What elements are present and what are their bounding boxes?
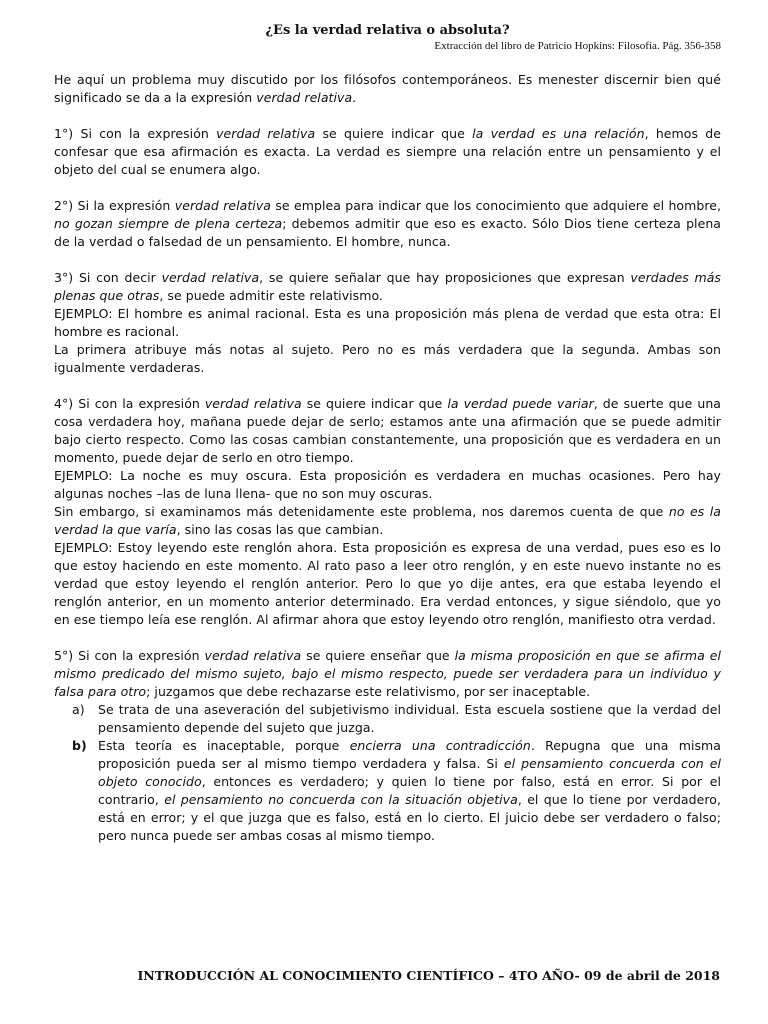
point-5-paragraph: 5°) Si con la expresión verdad relativa se quiere enseñar que la misma proposición en que se afirma el mismo predicado del mismo sujeto, bajo el mismo respecto, puede ser verdadera para un individuo y falsa para otro; juzgamos que debe rechazarse este relativismo, por ser inaceptable.	[54, 648, 722, 699]
point-5-list	[54, 701, 721, 845]
page-title: ¿Es la verdad relativa o absoluta?	[265, 23, 510, 38]
list-item: a) Se trata de una aseveración del subjetivismo individual. Esta escuela sostiene que la verdad del pensamiento depende del sujeto que juzga.	[72, 702, 721, 735]
point-4-example-2: EJEMPLO: Estoy leyendo este renglón ahora. Esta proposición es expresa de una verdad, pues eso es lo que estoy haciendo en este momento. Al rato paso a leer otro renglón, y en este nuevo instante no es verdad que estoy leyendo el renglón anterior. Pero lo que yo dije antes, era que estaba leyendo el renglón anterior, en un momento anterior determinado. Era verdad entonces, y sigue siéndolo, que yo en ese tiempo leía ese renglón. Al afirmar ahora que estoy leyendo otro renglón, manifiesto otra verdad.	[54, 540, 721, 627]
point-1-paragraph: 1°) Si con la expresión verdad relativa se quiere indicar que la verdad es una relación, hemos de confesar que esa afirmación es exacta. La verdad es siempre una relación entre un pensamiento y el objeto del cual se enumera algo.	[54, 126, 721, 177]
page-footer: INTRODUCCIÓN AL CONOCIMIENTO CIENTÍFICO – 4TO AÑO- 09 de abril de 2018	[137, 968, 720, 983]
point-3-example: EJEMPLO: El hombre es animal racional. Esta es una proposición más plena de verdad que esta otra: El hombre es racional.	[54, 306, 721, 339]
list-item: b) Esta teoría es inaceptable, porque encierra una contradicción. Repugna que una misma proposición pueda ser al mismo tiempo verdadera y falsa. Si el pensamiento concuerda con el objeto conocido, entonces es verdadero; y quien lo tiene por falso, está en error. Si por el contrario, el pensamiento no concuerda con la situación objetiva, el que lo tiene por verdadero, está en error; y el que juzga que es falso, está en lo cierto. El juicio debe ser verdadero o falso; pero nunca puede ser ambas cosas al mismo tiempo.	[72, 738, 722, 843]
list-marker: a)	[72, 702, 85, 717]
list-marker: b)	[72, 738, 87, 753]
point-4-example: EJEMPLO: La noche es muy oscura. Esta proposición es verdadera en muchas ocasiones. Pero hay algunas noches –las de luna llena- que no son muy oscuras.	[54, 468, 721, 501]
point-2-paragraph: 2°) Si la expresión verdad relativa se emplea para indicar que los conocimiento que adquiere el hombre, no gozan siempre de plena certeza; debemos admitir que eso es exacto. Sólo Dios tiene certeza plena de la verdad o falsedad de un pensamiento. El hombre, nunca.	[54, 198, 722, 249]
point-4-paragraph: 4°) Si con la expresión verdad relativa se quiere indicar que la verdad puede variar, de suerte que una cosa verdadera hoy, mañana puede dejar de serlo; estamos ante una afirmación que se puede admitir bajo cierto respecto. Como las cosas cambian constantemente, una proposición que es verdadera en un momento, puede dejar de serlo en otro tiempo.	[54, 396, 721, 465]
intro-paragraph: He aquí un problema muy discutido por los filósofos contemporáneos. Es menester discernir bien qué significado se da a la expresión verdad relativa.	[54, 72, 721, 105]
document-page	[54, 22, 721, 845]
point-3-paragraph: 3°) Si con decir verdad relativa, se quiere señalar que hay proposiciones que expresan verdades más plenas que otras, se puede admitir este relativismo.	[54, 270, 721, 303]
point-3-note: La primera atribuye más notas al sujeto. Pero no es más verdadera que la segunda. Ambas son igualmente verdaderas.	[54, 342, 721, 375]
source-citation: Extracción del libro de Patricio Hopkins: Filosofía. Pág. 356-358	[434, 40, 721, 52]
document-body	[54, 71, 721, 845]
point-4-note: Sin embargo, si examinamos más detenidamente este problema, nos daremos cuenta de que no es la verdad la que varía, sino las cosas las que cambian.	[54, 504, 721, 537]
